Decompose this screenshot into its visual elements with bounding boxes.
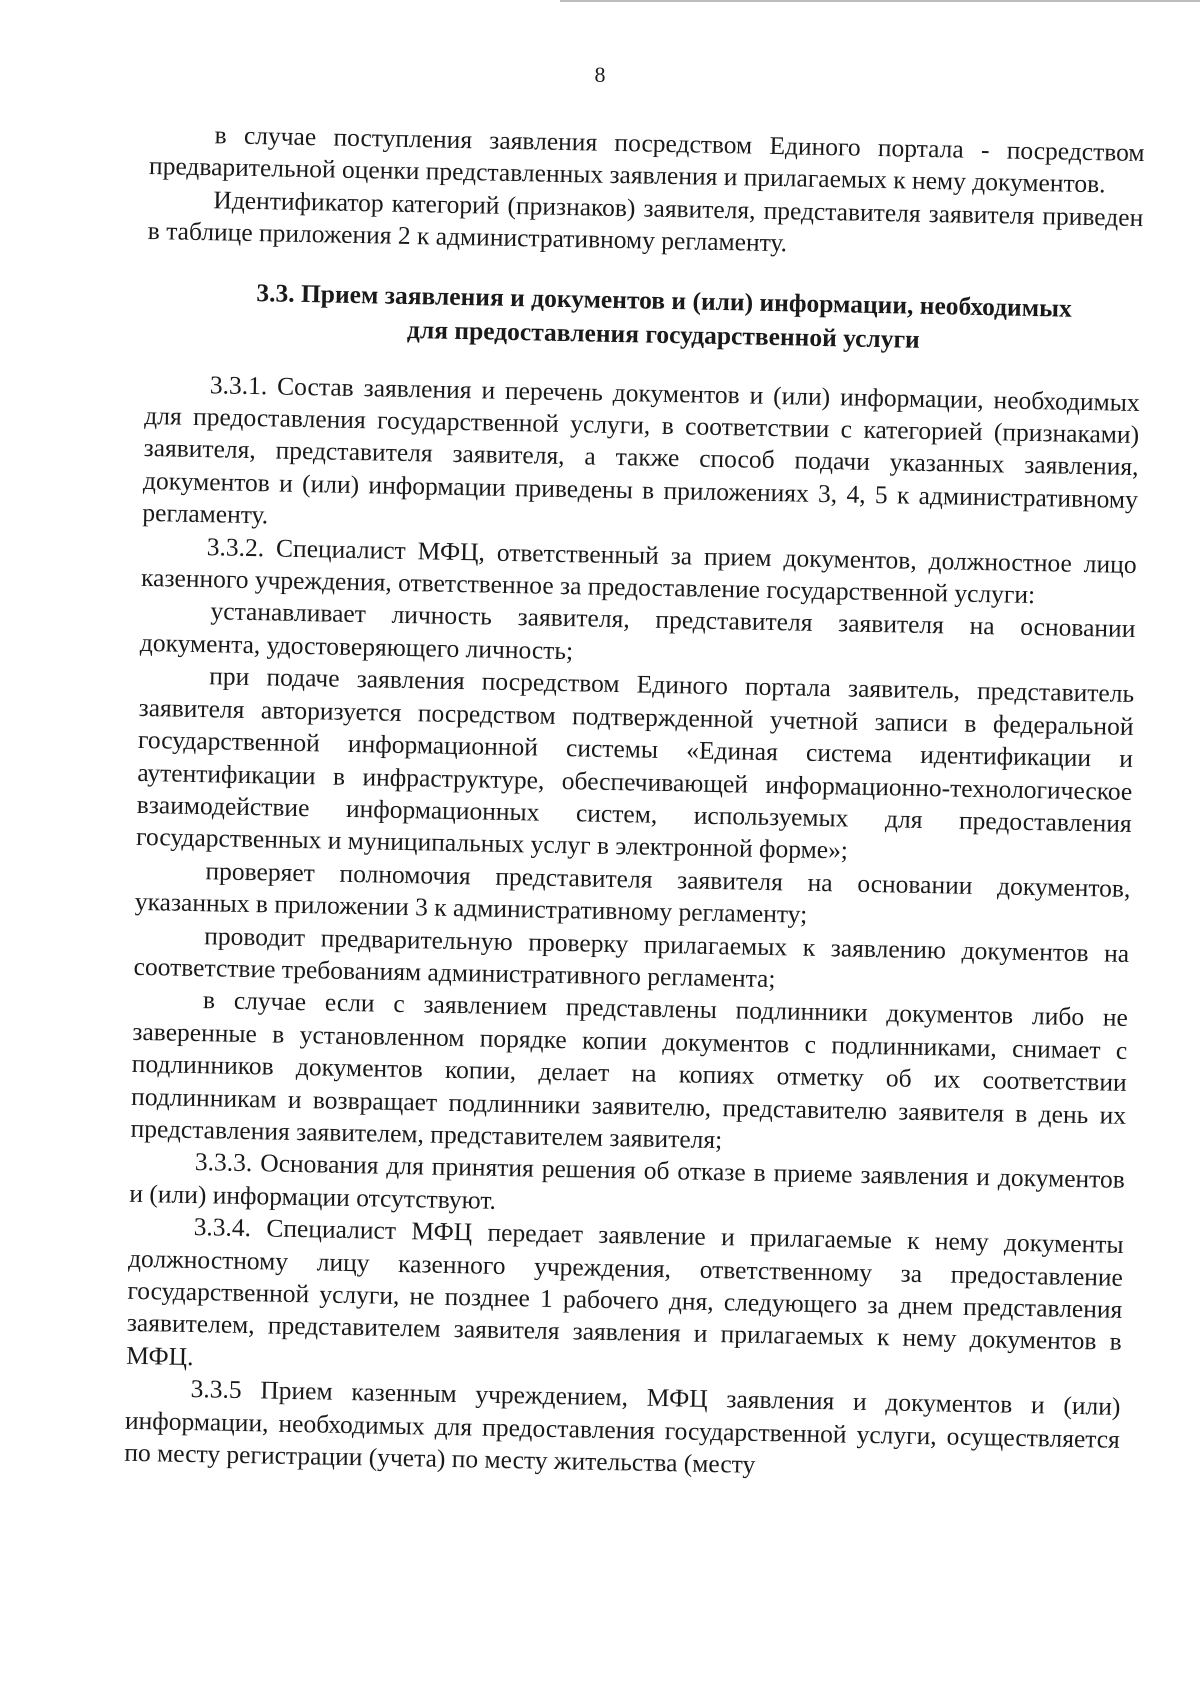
paragraph-preliminary-check: проводит предварительную проверку прилагаемых к заявлению документов на соответствие требованиям административного регламента; (133, 920, 1130, 994)
section-heading (146, 274, 1142, 361)
paragraph-identity-check: устанавливает личность заявителя, представителя заявителя на основании документа, удостоверяющего личность; (139, 596, 1136, 666)
paragraph-3-3-1: 3.3.1. Состав заявления и перечень документов и (или) информации, необходимых для предоставления государственной услуги, в соответствии с категорией (признаками) заявителя, представителя заявителя, а также способ подачи указанных заявления, документов и (или) информации приведены в приложениях 3, 4, 5 к административному регламенту. (142, 369, 1141, 530)
paragraph-3-3-2: 3.3.2. Специалист МФЦ, ответственный за прием документов, должностное лицо казенного учреждения, ответственное за предоставление государственной услуги: (140, 531, 1137, 610)
paragraph-originals-copies: в случае если с заявлением представлены подлинники документов либо не заверенные в установленном порядке копии документов с подлинниками, снимает с подлинников документов копии, делает на копиях отметку об их соответствии подлинникам и возвращает подлинники заявителю, представителю заявителя в день их представления заявителем, представителем заявителя; (130, 985, 1129, 1155)
paragraph-3-3-3: 3.3.3. Основания для принятия решения об отказе в приеме заявления и документов и (или) информации отсутствуют. (129, 1147, 1126, 1215)
paragraph-portal-authorization: при подаче заявления посредством Единого портала заявитель, представитель заявителя авторизуется посредством подтвержденной учетной записи в федеральной государственной информационной системы «Единая система идентификации и аутентификации в инфраструктуре, обеспечивающей информационно-технологическое взаимодействие информационных систем, используемых для предоставления государственных и муниципальных услуг в электронной форме»; (135, 661, 1135, 865)
page-number: 8 (594, 62, 606, 87)
paragraph-intro-2: Идентификатор категорий (признаков) заявителя, представителя заявителя приведен в таблице приложения 2 к административному регламенту. (147, 185, 1144, 258)
paragraph-authority-check: проверяет полномочия представителя заявителя на основании документов, указанных в приложении 3 к административному регламенту; (134, 855, 1131, 929)
section-heading-line-1: 3.3. Прием заявления и документов и (или) информации, необходимых (256, 277, 1073, 323)
document-body (124, 118, 1145, 1488)
paragraph-3-3-4: 3.3.4. Специалист МФЦ передает заявление и прилагаемые к нему документы должностному лицу казенного учреждения, ответственному за предоставление государственной услуги, не позднее 1 рабочего дня, следующего за днем представления заявителем, представителем заявителя заявления и прилагаемых к нему документов в МФЦ. (125, 1212, 1124, 1371)
scan-top-edge (560, 0, 1200, 2)
section-heading-line-2: для предоставления государственной услуги (406, 314, 921, 354)
paragraph-intro-1: в случае поступления заявления посредством Единого портала - посредством предварительной оценки представленных заявления и прилагаемых к нему документов. (148, 120, 1145, 199)
paragraph-3-3-5: 3.3.5 Прием казенным учреждением, МФЦ заявления и документов и (или) информации, необходимых для предоставления государственной услуги, осуществляется по месту регистрации (учета) по месту жительства (месту (124, 1374, 1121, 1479)
